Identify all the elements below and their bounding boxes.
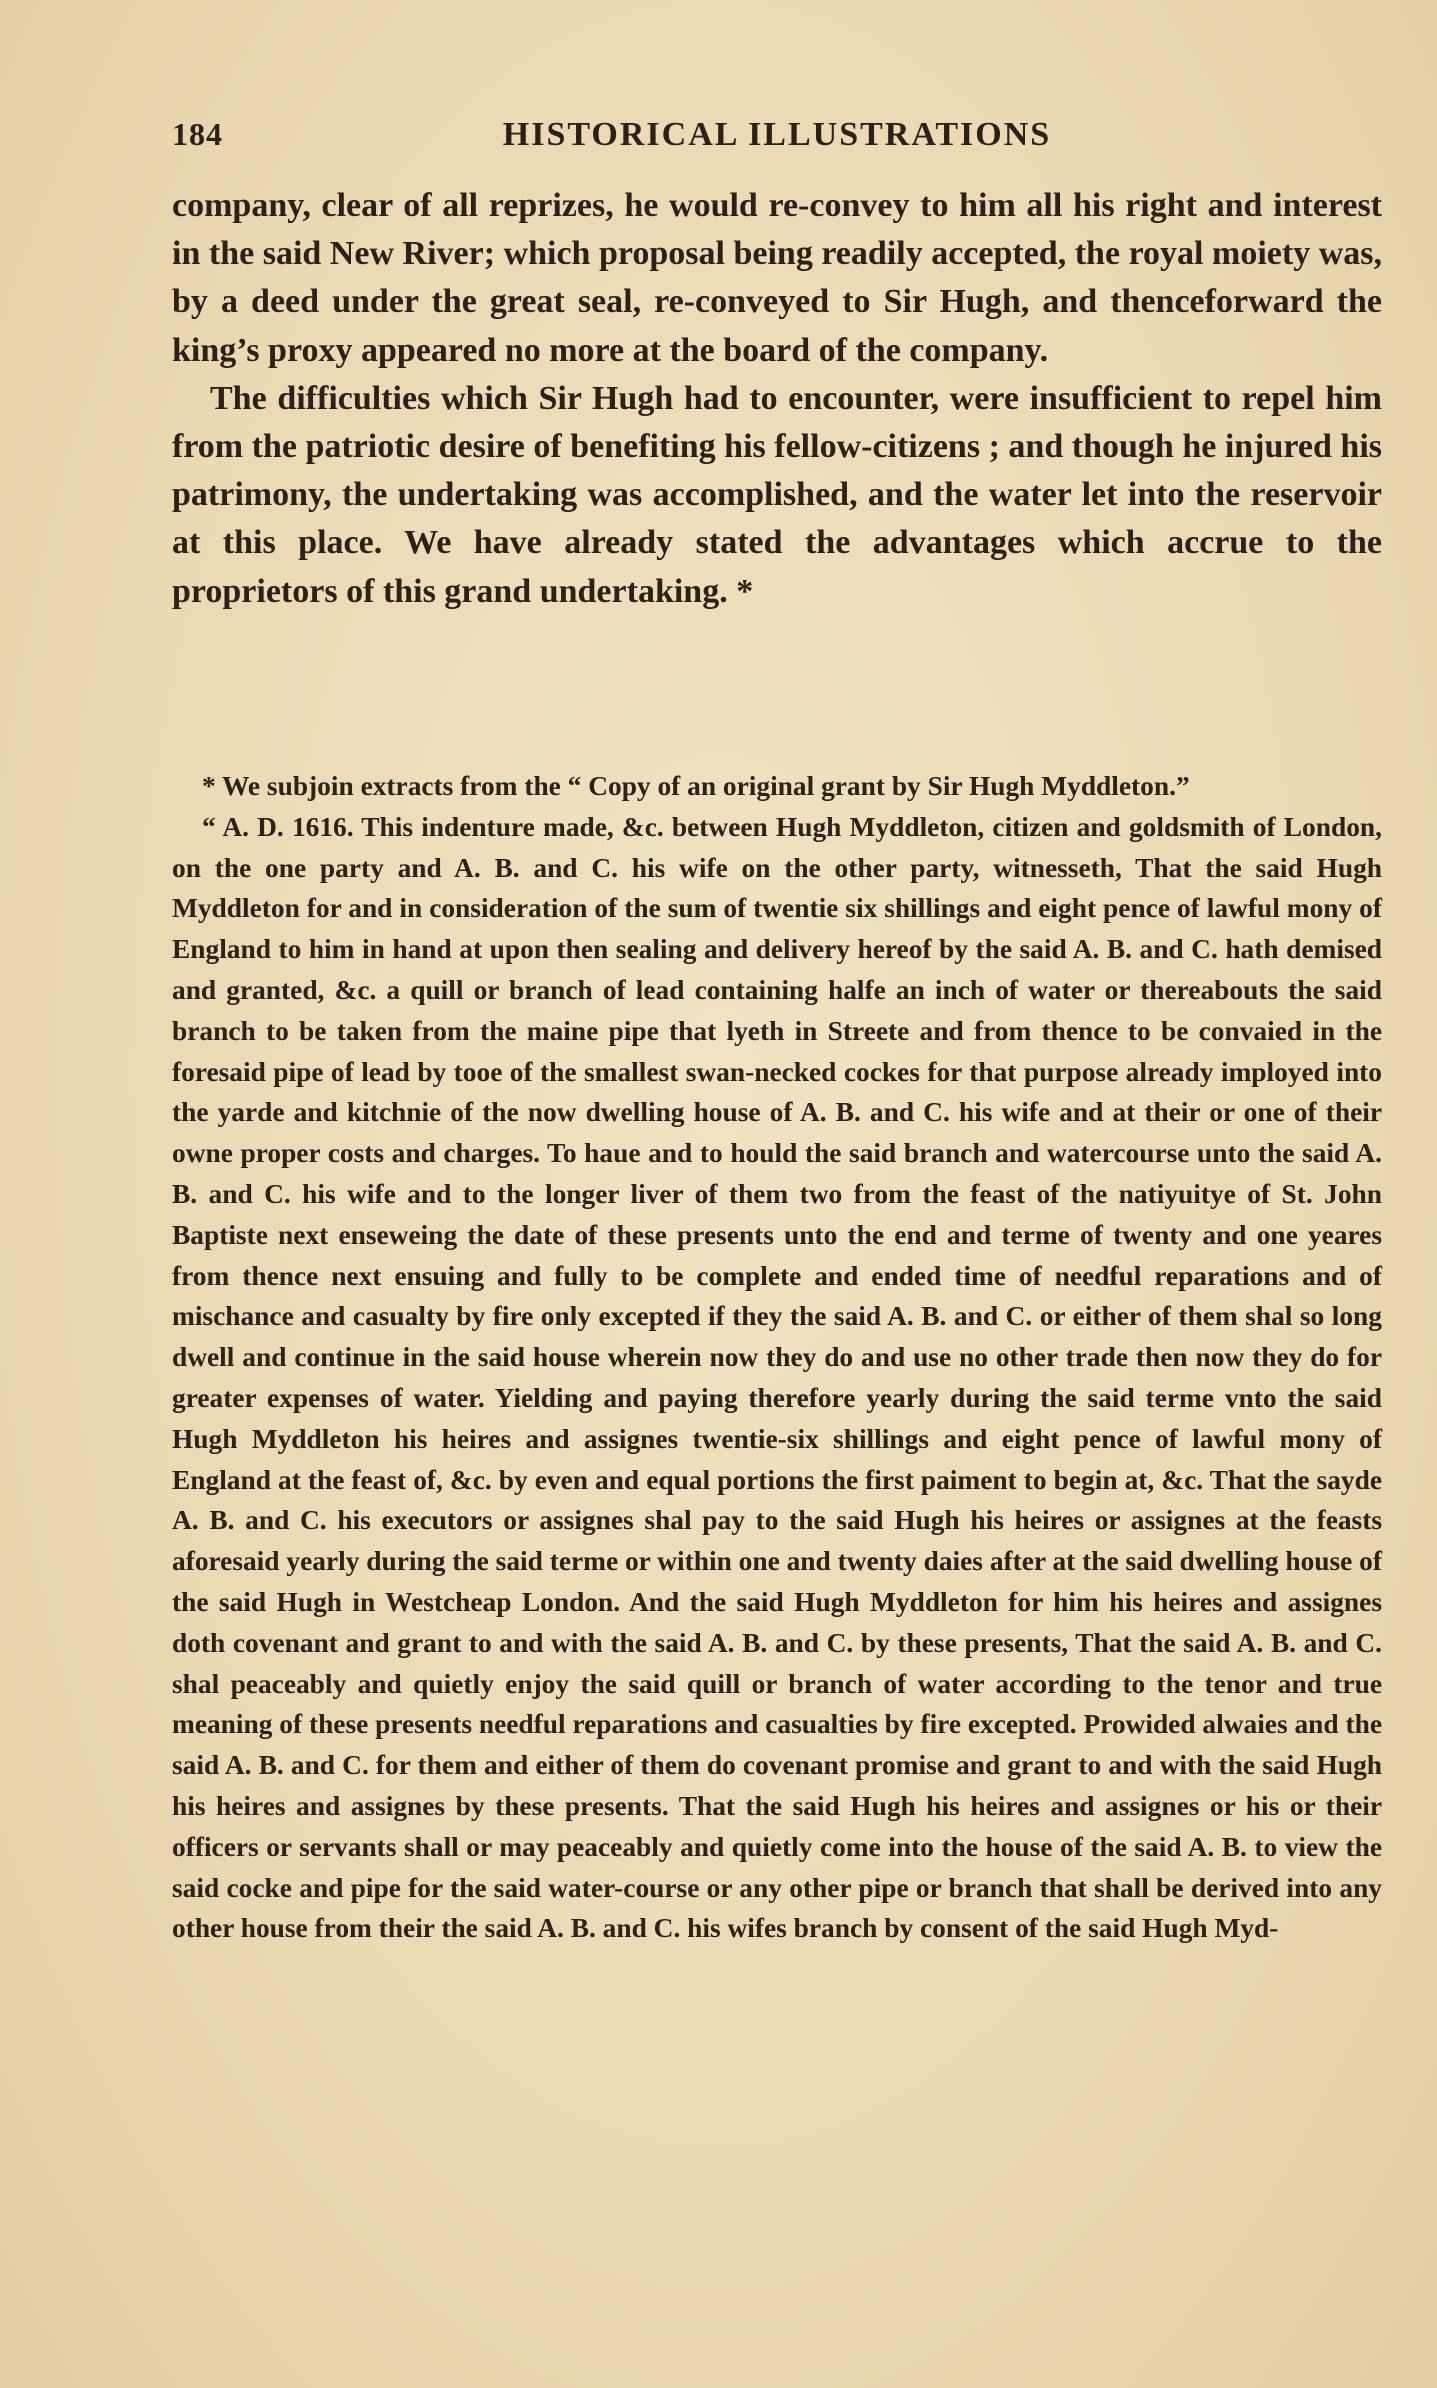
- body-paragraph-1: company, clear of all reprizes, he would re-convey to him all his right and interest in the said New River; which proposal being readily accepted, the royal moiety was, by a deed under the great seal, re-conveyed to Sir Hugh, and thenceforward the king’s proxy appeared no more at the board of the company.: [172, 187, 1382, 369]
- footnote-intro: * We subjoin extracts from the “ Copy of an original grant by Sir Hugh Myddleton.”: [202, 771, 1190, 801]
- page-number: 184: [172, 116, 223, 152]
- footnote-text: “ A. D. 1616. This indenture made, &c. between Hugh Myddleton, citizen and goldsmith of London, on the one party and A. B. and C. his wife on the other party, witnesseth, That the said Hugh Myddleton for and in consideration of the sum of twentie six shillings and eight pence of lawful mony of England to him in hand at upon then sealing and delivery hereof by the said A. B. and C. hath demised and granted, &c. a quill or branch of lead containing halfe an inch of water or thereabouts the said branch to be taken from the maine pipe that lyeth in Streete and from thence to be convaied in the foresaid pipe of lead by tooe of the smallest swan-necked cockes for that purpose already imployed into the yarde and kitchnie of the now dwelling house of A. B. and C. his wife and at their or one of their owne proper costs and charges. To haue and to hould the said branch and watercourse unto the said A. B. and C. his wife and to the longer liver of them two from the feast of the natiyuitye of St. John Baptiste next enseweing the date of these presents unto the end and terme of twenty and one yeares from thence next ensuing and fully to be complete and ended time of needful reparations and of mischance and casualty by fire only excepted if they the said A. B. and C. or either of them shal so long dwell and continue in the said house wherein now they do and use no other trade then now they do for greater expenses of water. Yielding and paying therefore yearly during the said terme vnto the said Hugh Myddleton his heires and assignes twentie-six shillings and eight pence of lawful mony of England at the feast of, &c. by even and equal portions the first paiment to begin at, &c. That the sayde A. B. and C. his executors or assignes shal pay to the said Hugh his heires or assignes at the feasts aforesaid yearly during the said terme or within one and twenty daies after at the said dwelling house of the said Hugh in Westcheap London. And the said Hugh Myddleton for him his heires and assignes doth covenant and grant to and with the said A. B. and C. by these presents, That the said A. B. and C. shal peaceably and quietly enjoy the said quill or branch of water according to the tenor and true meaning of these presents needful reparations and casualties by fire excepted. Prowided alwaies and the said A. B. and C. for them and either of them do covenant promise and grant to and with the said Hugh his heires and assignes by these presents. That the said Hugh his heires and assignes or his or their officers or servants shall or may peaceably and quietly come into the house of the said A. B. to view the said cocke and pipe for the said water-course or any other pipe or branch that shall be derived into any other house from their the said A. B. and C. his wifes branch by consent of the said Hugh Myd-: [172, 811, 1382, 1944]
- main-text: [172, 182, 1382, 616]
- body-paragraph-2: The difficulties which Sir Hugh had to encounter, were insufficient to repel him from the patriotic desire of benefiting his fellow-citizens ; and though he injured his patrimony, the undertaking was accomplished, and the water let into the reservoir at this place. We have already stated the advantages which accrue to the proprietors of this grand undertaking. *: [172, 379, 1382, 610]
- running-head: HISTORICAL ILLUSTRATIONS: [502, 116, 1052, 153]
- footnote: [172, 766, 1382, 1949]
- page-header: [172, 112, 1382, 162]
